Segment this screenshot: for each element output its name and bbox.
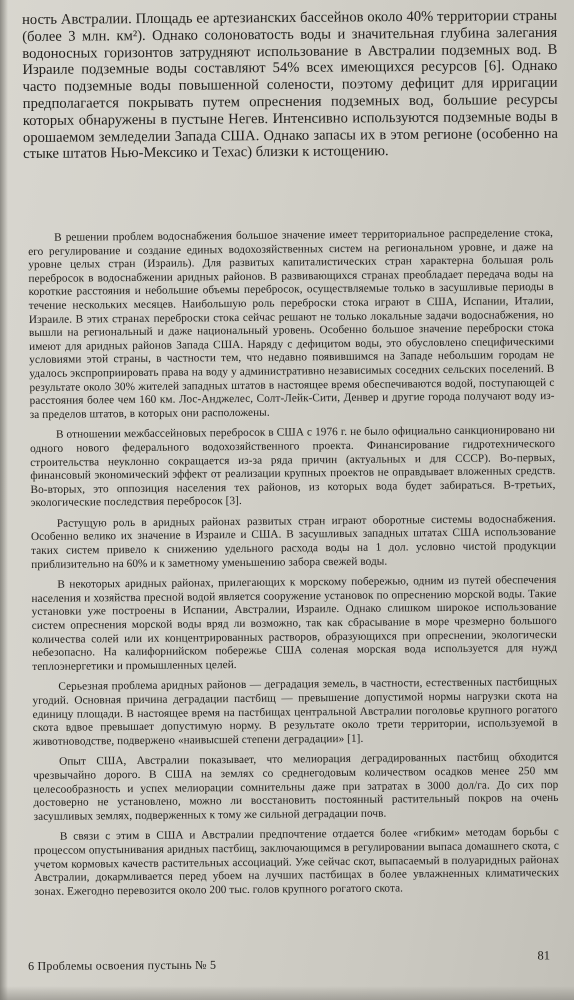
paragraph-land-degradation: Серьезная проблема аридных районов — деградация земель, в частности, естественных пастбищных угодий. Основная причина деградации пастбищ — превышение допустимой нормы нагрузки скота на единицу площади. В настоящее время на пастбищах центральной Австралии поголовье крупного рогатого скота вдвое превышает допустимую норму. В результате около трети территории, используемой в животноводстве, подвержено «наивысшей степени деградации» [1].	[32, 676, 558, 748]
paragraph-water-transfer: В решении проблем водоснабжения большое значение имеет территориальное распределение стока, его регулирование и создание единых водохозяйственных систем на региональном уровне, и даже на уровне целых стран (Израиль). Для развитых капиталистических стран характерна большая роль перебросок в водоснабжении аридных районов. В развивающихся странах преобладает передача воды на короткие расстояния и небольшие объемы перебросок, осуществляемые только в засушливые периоды в течение нескольких месяцев. Наибольшую роль переброски стока играют в США, Испании, Италии, Израиле. В этих странах переброски стока сейчас решают не только локальные задачи водоснабжения, но вышли на региональный и даже национальный уровень. Особенно большое значение переброски стока имеют для аридных районов Запада США. Наряду с дефицитом воды, это обусловлено специфическими условиями этой страны, в частности тем, что недавно появившимся на Западе небольшим городам не удалось экспроприировать права на воду у административно независимых соседних сельских поселений. В результате около 30% жителей западных штатов в настоящее время обеспечиваются водой, поступающей с расстояния более чем 160 км. Лос-Анджелес, Солт-Лейк-Сити, Денвер и другие города получают воду из-за пределов штатов, в которых они расположены.	[28, 226, 555, 421]
page-bottom-shadow	[0, 986, 574, 1000]
paragraph-pasture-reclamation: Опыт США, Австралии показывает, что мелиорация деградированных пастбищ обходится чрезвычайно дорого. В США на землях со среднегодовым количеством осадков менее 250 мм целесообразность и успех мелиорации сомнительны даже при затратах в 3000 дол/га. До сих пор достоверно не установлено, можно ли восстановить постоянный растительный покров на очень засушливых землях, подверженных к тому же сильной деградации почв.	[33, 751, 559, 823]
body-text	[28, 227, 559, 906]
paragraph-recycling-systems: Растущую роль в аридных районах развитых стран играют оборотные системы водоснабжения. Особенно велико их значение в Израиле и США. В засушливых западных штатах США использование таких систем привело к снижению удельного расхода воды на 1 дол. условно чистой продукции приблизительно на 60% и к заметному уменьшению забора свежей воды.	[30, 512, 557, 571]
paragraph-grazing-regulation: В связи с этим в США и Австралии предпочтение отдается более «гибким» методам борьбы с процессом опустынивания аридных пастбищ, заключающимся в регулировании выпаса домашнего скота, с учетом кормовых качеств растительных ассоциаций. Уже сейчас скот, выпасаемый в полуаридных районах Австралии, докармливается перед убоем на лучших пастбищах в более увлажненных климатических зонах. Ежегодно перевозится около 200 тыс. голов крупного рогатого скота.	[33, 826, 560, 898]
paragraph-interbasin-transfer: В отношении межбассейновых перебросок в США с 1976 г. не было официально санкционировано ни одного нового федерального водохозяйственного проекта. Финансирование гидротехнического строительства неуклонно сокращается из-за ряда причин (актуальных и для СССР). Во-первых, финансовый экономический эффект от реализации крупных проектов не оправдывает вложенных средств. Во-вторых, это оппозиция населения тех районов, из которых вода будет забираться. В-третьих, экологические последствия перебросок [3].	[30, 424, 556, 510]
page-footer	[28, 950, 550, 974]
page-edge-shadow	[0, 0, 8, 1000]
page-number: 81	[537, 948, 551, 963]
printer-signature: 6 Проблемы освоения пустынь № 5	[28, 957, 217, 973]
paragraph-desalination: В некоторых аридных районах, прилегающих к морскому побережью, одним из путей обеспечения населения и хозяйства пресной водой является сооружение установок по опреснению морской воды. Такие установки уже построены в Испании, Австралии, Израиле. Однако слишком широкое использование систем опреснения морской воды вряд ли возможно, так как сбрасывание в море чрезмерно большого количества солей или их концентрированных растворов, образующихся при опреснении, экологически небезопасно. На калифорнийском побережье США соленая морская вода используется для нужд теплоэнергетики и промышленных целей.	[31, 574, 558, 673]
continued-paragraph: ность Австралии. Площадь ее артезианских бассейнов около 40% территории страны (более 3 млн. км²). Однако солоноватость воды и значительная глубина залегания водоносных горизонтов затрудняют использование в Австралии подземных вод. В Израиле подземные воды составляют 54% всех имеющихся ресурсов [6]. Однако часто подземные воды повышенной солености, поэтому дефицит для ирригации предполагается покрывать путем опреснения подземных вод, большие ресурсы которых обнаружены в пустыне Негев. Интенсивно используются подземные воды в орошаемом земледелии Запада США. Однако запасы их в этом регионе (особенно на стыке штатов Нью-Мексико и Техас) близки к истощению.	[22, 7, 559, 163]
